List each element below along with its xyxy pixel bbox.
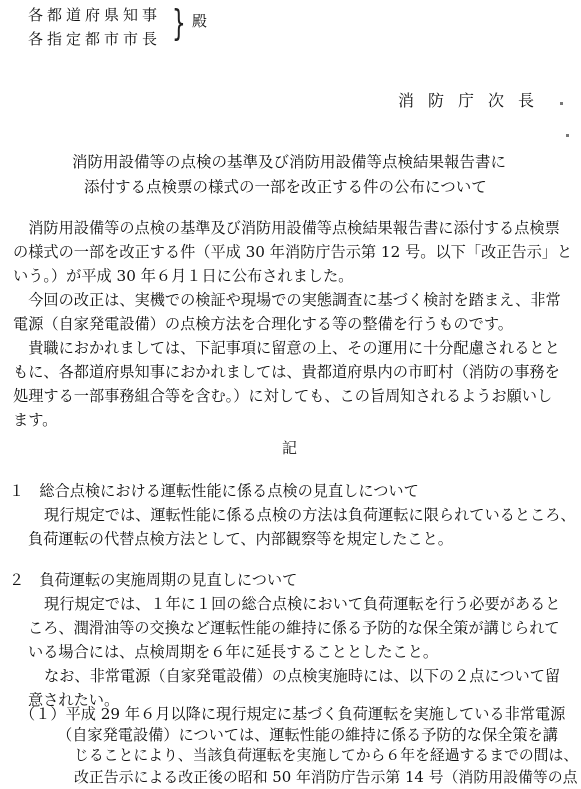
item-1-line: （自家発電設備）については、運転性能の維持に係る予防的な保全策を講 bbox=[57, 726, 558, 744]
intro-line: 消防用設備等の点検の基準及び消防用設備等点検結果報告書に添付する点検票 bbox=[13, 219, 560, 237]
addressee-prefectural-governors: 各都道府県知事 bbox=[28, 6, 162, 24]
addressee-brace: } bbox=[172, 3, 186, 44]
section-1-heading: １ 総合点検における運転性能に係る点検の見直しについて bbox=[9, 482, 419, 500]
intro-line: ます。 bbox=[13, 411, 58, 429]
document-title-line-2: 添付する点検票の様式の一部を改正する件の公布について bbox=[84, 178, 487, 196]
addressee-designated-city-mayors: 各指定都市市長 bbox=[28, 30, 162, 48]
intro-line: いう。）が平成 30 年６月１日に公布されました。 bbox=[13, 267, 354, 285]
salutation: 殿 bbox=[192, 12, 208, 30]
item-1-line: じることにより、当該負荷運転を実施してから６年を経過するまでの間は、 bbox=[74, 747, 579, 764]
sender: 消防庁次長 bbox=[398, 91, 549, 110]
ki-heading: 記 bbox=[282, 439, 298, 457]
intro-line: 貴職におかれましては、下記事項に留意の上、その運用に十分配慮されるとと bbox=[13, 339, 560, 357]
section-2-line: なお、非常電源（自家発電設備）の点検実施時には、以下の２点について留 bbox=[44, 667, 561, 685]
section-2-line: ころ、潤滑油等の交換など運転性能の維持に係る予防的な保全策が講じられて bbox=[28, 619, 560, 637]
intro-line: もに、各都道府県知事におかれましては、貴都道府県内の市町村（消防の事務を bbox=[13, 363, 560, 381]
intro-line: 電源（自家発電設備）の点検方法を合理化する等の整備を行うものです。 bbox=[13, 315, 513, 333]
section-2-line: いる場合には、点検周期を６年に延長することとしたこと。 bbox=[28, 643, 439, 661]
section-2-line: 現行規定では、１年に１回の総合点検において負荷運転を行う必要があると bbox=[44, 595, 561, 613]
intro-line: の様式の一部を改正する件（平成 30 年消防庁告示第 12 号。以下「改正告示」と bbox=[13, 243, 573, 261]
section-2-heading: ２ 負荷運転の実施周期の見直しについて bbox=[9, 571, 298, 589]
intro-line: 処理する一部事務組合等を含む。）に対しても、この旨周知されるようお願いし bbox=[13, 387, 553, 405]
item-1-line: 改正告示による改正後の昭和 50 年消防庁告示第 14 号（消防用設備等の点 bbox=[74, 768, 578, 786]
section-1-line: 負荷運転の代替点検方法として、内部観察等を規定したこと。 bbox=[28, 530, 453, 548]
section-2-line: 意されたい。 bbox=[28, 691, 120, 709]
item-1-line: （１）平成 29 年６月以降に現行規定に基づく負荷運転を実施している非常電源 bbox=[20, 705, 566, 723]
document-title-line-1: 消防用設備等の点検の基準及び消防用設備等点検結果報告書に bbox=[72, 153, 507, 171]
intro-line: 今回の改正は、実機での検証や現場での実態調査に基づく検討を踏まえ、非常 bbox=[13, 291, 561, 309]
stray-mark bbox=[566, 134, 569, 137]
stray-mark bbox=[560, 102, 563, 105]
section-1-line: 現行規定では、運転性能に係る点検の方法は負荷運転に限られているところ、 bbox=[44, 506, 576, 524]
